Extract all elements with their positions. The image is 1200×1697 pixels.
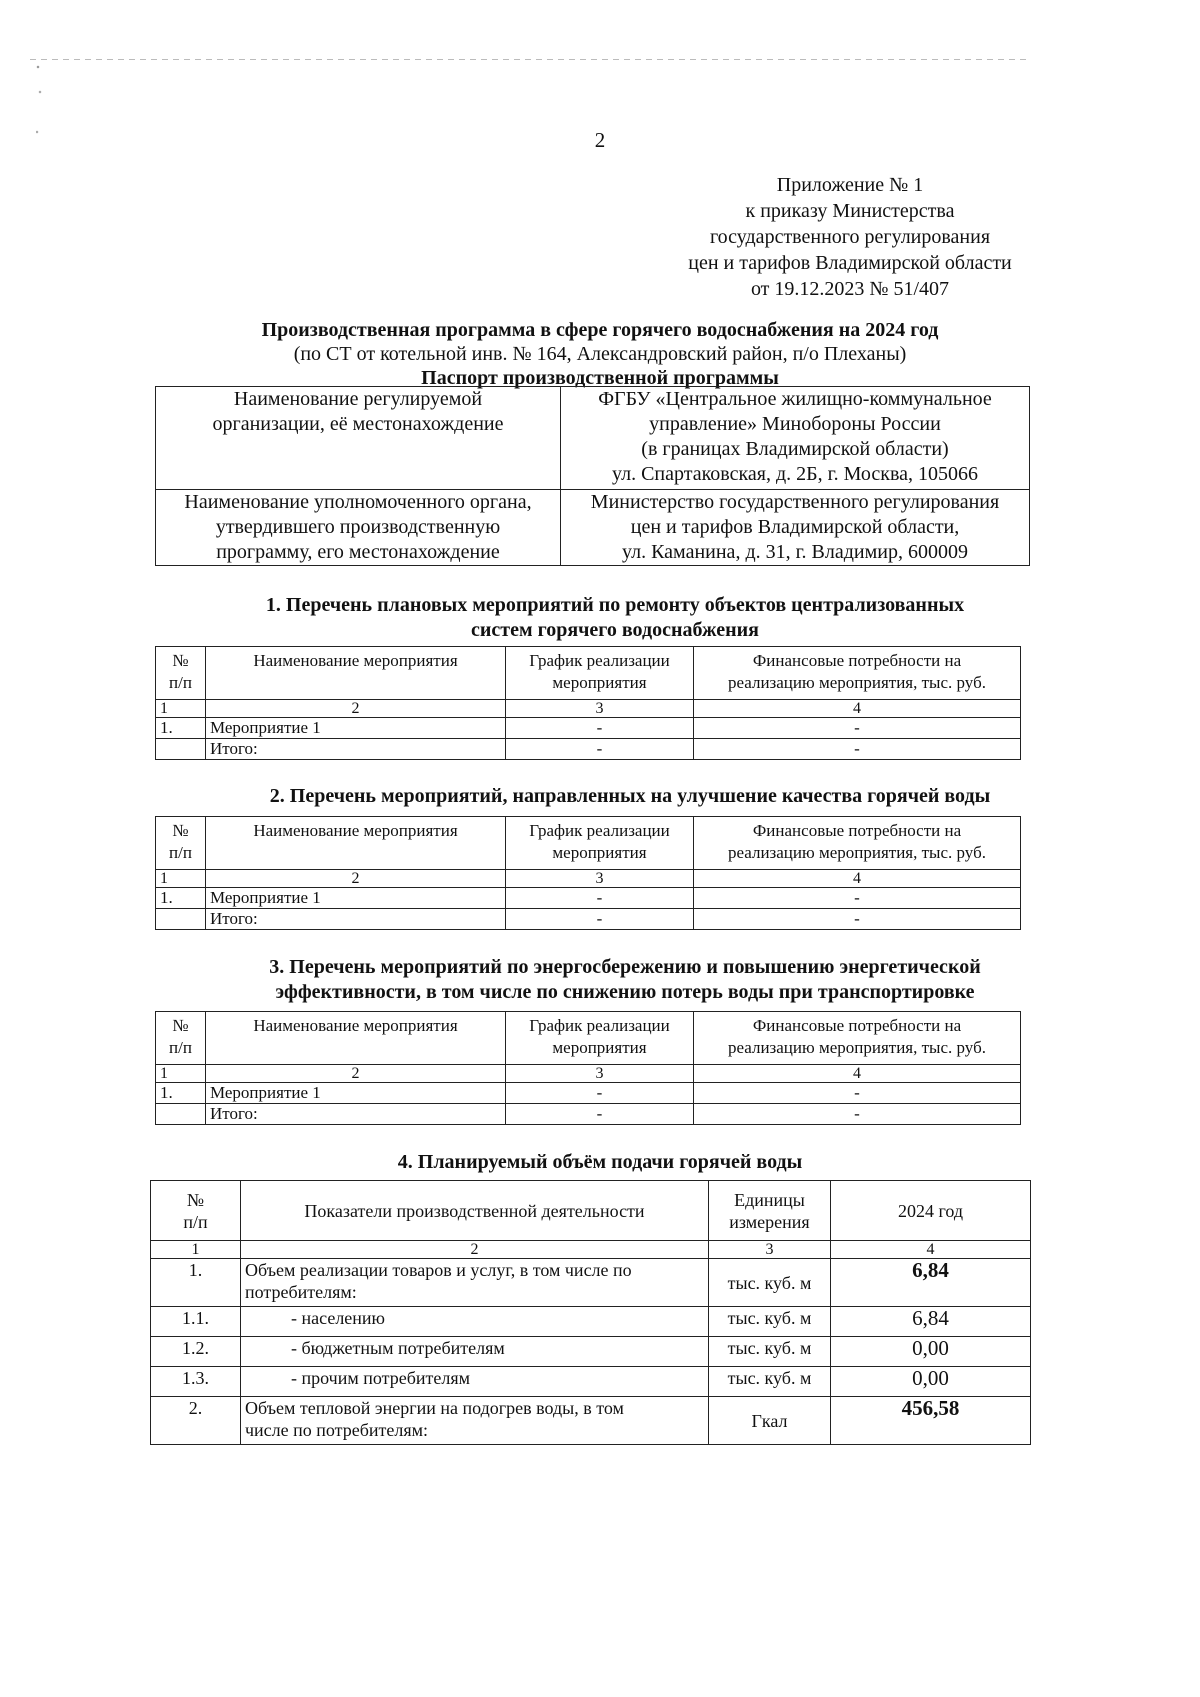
col-header-schedule: График реализации мероприятия: [506, 817, 694, 870]
section-title-line: эффективности, в том числе по снижению потерь воды при транспортировке: [275, 981, 975, 1003]
page-number: 2: [594, 128, 606, 152]
passport-value-line: Министерство государственного регулирования: [590, 491, 1000, 513]
table-row: 1. Мероприятие 1 - -: [156, 888, 1021, 909]
passport-label-line: Наименование регулируемой: [233, 388, 483, 410]
passport-value-line: управление» Минобороны России: [649, 413, 941, 435]
passport-label-line: утвердившего производственную: [215, 516, 501, 538]
passport-value-line: (в границах Владимирской области): [641, 438, 949, 460]
col-header-name: Наименование мероприятия: [206, 1012, 506, 1065]
table-header-row: [156, 817, 1021, 870]
appendix-line: от 19.12.2023 № 51/407: [750, 278, 950, 300]
passport-label-line: организации, её местонахождение: [212, 413, 504, 435]
section-3-title: [190, 955, 1060, 1005]
table-row-total: Итого: - -: [156, 739, 1021, 760]
table-row: 1.1. - населению тыс. куб. м 6,84: [151, 1307, 1031, 1337]
col-header-schedule: График реализации мероприятия: [506, 647, 694, 700]
col-header-finance: Финансовые потребности на реализацию мероприятия, тыс. руб.: [694, 1012, 1021, 1065]
passport-value-line: ул. Каманина, д. 31, г. Владимир, 600009: [622, 541, 968, 563]
passport-value-line: ул. Спартаковская, д. 2Б, г. Москва, 105066: [611, 463, 979, 485]
section-title-line: 3. Перечень мероприятий по энергосбережению и повышению энергетической: [269, 956, 981, 978]
table-row-total: Итого: - -: [156, 1104, 1021, 1125]
appendix-line: государственного регулирования: [709, 226, 991, 248]
section-1-title: [200, 593, 1030, 643]
passport-label-cell: [156, 387, 561, 490]
col-header-indicator: Показатели производственной деятельности: [241, 1181, 709, 1241]
column-number-row: 1 2 3 4: [156, 870, 1021, 888]
passport-title: Паспорт производственной программы: [421, 367, 779, 389]
section-title-line: 2. Перечень мероприятий, направленных на улучшение качества горячей воды: [269, 785, 991, 807]
passport-label-line: Наименование уполномоченного органа,: [184, 491, 532, 513]
passport-label-line: программу, его местонахождение: [216, 541, 500, 563]
table-row: 1.2. - бюджетным потребителям тыс. куб. м 0,00: [151, 1337, 1031, 1367]
section-2-title: [200, 784, 1060, 809]
passport-value-line: ФГБУ «Центральное жилищно-коммунальное: [598, 388, 992, 410]
appendix-line: цен и тарифов Владимирской области: [688, 252, 1012, 274]
program-title-main: Производственная программа в сфере горячего водоснабжения на 2024 год: [261, 319, 939, 341]
col-header-number: № п/п: [156, 817, 206, 870]
table-row: 1. Мероприятие 1 - -: [156, 1083, 1021, 1104]
section-2-table: [155, 816, 1021, 930]
scan-specks: [36, 62, 42, 152]
table-header-row: [156, 1012, 1021, 1065]
col-header-finance: Финансовые потребности на реализацию мероприятия, тыс. руб.: [694, 817, 1021, 870]
appendix-line: Приложение № 1: [776, 174, 924, 196]
section-4-title: 4. Планируемый объём подачи горячей воды: [397, 1151, 803, 1173]
table-row: 1. Мероприятие 1 - -: [156, 718, 1021, 739]
scan-artifact-line: [30, 59, 1030, 60]
col-header-name: Наименование мероприятия: [206, 647, 506, 700]
col-header-name: Наименование мероприятия: [206, 817, 506, 870]
program-title: [150, 318, 1050, 390]
section-1-table: [155, 646, 1021, 760]
passport-table: [155, 386, 1030, 566]
column-number-row: 1 2 3 4: [156, 700, 1021, 718]
column-number-row: 1 2 3 4: [156, 1065, 1021, 1083]
table-row: 1.3. - прочим потребителям тыс. куб. м 0,00: [151, 1367, 1031, 1397]
passport-value-cell: [561, 490, 1030, 566]
passport-row: [156, 387, 1030, 490]
volume-table: [150, 1180, 1031, 1445]
section-title-line: 1. Перечень плановых мероприятий по ремонту объектов централизованных: [265, 594, 965, 616]
col-header-number: № п/п: [156, 1012, 206, 1065]
appendix-block: [660, 172, 1040, 302]
passport-label-cell: [156, 490, 561, 566]
col-header-finance: Финансовые потребности на реализацию мероприятия, тыс. руб.: [694, 647, 1021, 700]
table-header-row: [151, 1181, 1031, 1241]
col-header-number: № п/п: [156, 647, 206, 700]
col-header-number: № п/п: [151, 1181, 241, 1241]
table-row: 1. Объем реализации товаров и услуг, в том числе по потребителям: тыс. куб. м 6,84: [151, 1259, 1031, 1307]
passport-value-cell: [561, 387, 1030, 490]
col-header-schedule: График реализации мероприятия: [506, 1012, 694, 1065]
table-row: 2. Объем тепловой энергии на подогрев воды, в том числе по потребителям: Гкал 456,58: [151, 1397, 1031, 1445]
table-row-total: Итого: - -: [156, 909, 1021, 930]
col-header-year: 2024 год: [831, 1181, 1031, 1241]
program-title-sub: (по СТ от котельной инв. № 164, Александровский район, п/о Плеханы): [293, 343, 907, 365]
passport-row: [156, 490, 1030, 566]
section-title-line: систем горячего водоснабжения: [471, 619, 759, 641]
col-header-unit: Единицы измерения: [709, 1181, 831, 1241]
section-3-table: [155, 1011, 1021, 1125]
passport-value-line: цен и тарифов Владимирской области,: [630, 516, 960, 538]
column-number-row: 1 2 3 4: [151, 1241, 1031, 1259]
appendix-line: к приказу Министерства: [745, 200, 955, 222]
table-header-row: [156, 647, 1021, 700]
